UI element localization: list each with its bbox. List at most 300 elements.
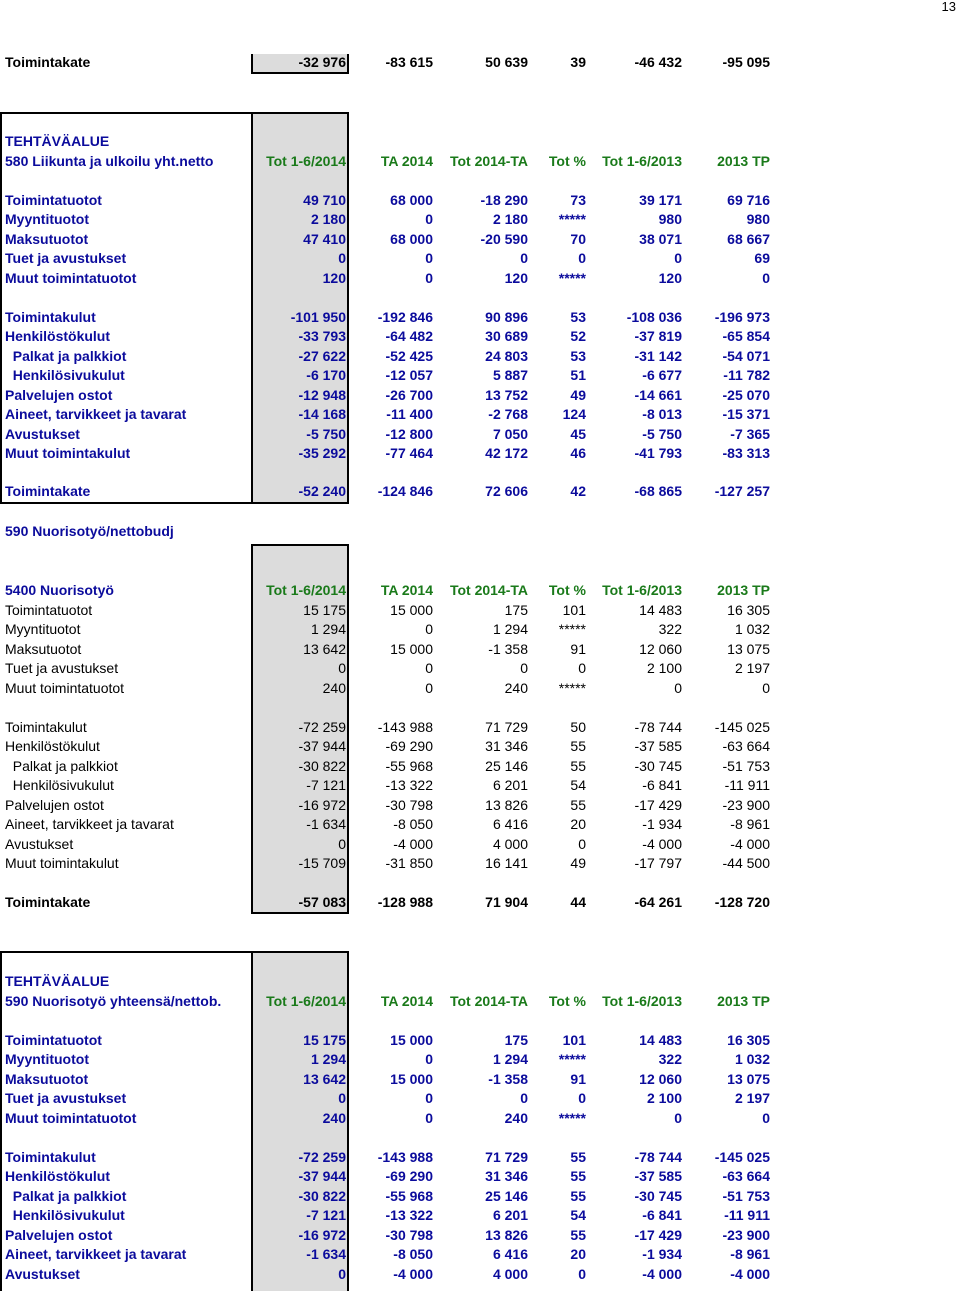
table-row <box>0 347 960 367</box>
cell: ***** <box>558 269 586 286</box>
cell: -17 429 <box>634 796 682 813</box>
cell: -83 615 <box>385 54 433 70</box>
cell: -1 634 <box>306 816 346 832</box>
expense-rows <box>0 718 960 874</box>
table-row <box>0 776 960 796</box>
cell: 101 <box>562 601 586 618</box>
cell: -23 900 <box>722 1226 770 1243</box>
cell: 15 000 <box>390 601 433 618</box>
cell: 13 075 <box>727 1070 770 1087</box>
cell: -30 798 <box>385 796 433 813</box>
cell: -13 322 <box>385 1207 433 1223</box>
cell: -4 000 <box>642 835 682 852</box>
cell: 0 <box>425 269 433 286</box>
row-label: Maksutuotot <box>5 230 89 247</box>
top-summary <box>0 53 960 73</box>
cell: -46 432 <box>634 54 682 70</box>
cell: -41 793 <box>634 445 682 461</box>
row-label: Tuet ja avustukset <box>5 660 119 676</box>
cell: 0 <box>425 1090 433 1106</box>
table-row <box>0 269 960 289</box>
table-row <box>0 601 960 621</box>
cell: -35 292 <box>298 445 346 461</box>
cell: 69 716 <box>727 191 770 208</box>
cell: -4 000 <box>642 1265 682 1282</box>
row-label: Henkilöstökulut <box>5 1168 111 1184</box>
cell: 68 000 <box>390 191 433 208</box>
cell: 0 <box>338 1090 346 1106</box>
income-rows <box>0 601 960 699</box>
income-rows <box>0 191 960 289</box>
row-label: Avustukset <box>5 1265 80 1282</box>
cell: 322 <box>658 1051 682 1067</box>
row-label: Henkilösivukulut <box>5 1207 125 1223</box>
cell: 980 <box>658 211 682 227</box>
cell: 13 642 <box>303 1070 346 1087</box>
cell: ***** <box>558 211 586 227</box>
section-header <box>0 581 960 601</box>
cell: 73 <box>570 191 586 208</box>
cell: 16 305 <box>727 1031 770 1048</box>
cell: 240 <box>504 679 528 696</box>
cell: 6 416 <box>492 816 528 832</box>
cell: 39 171 <box>639 191 682 208</box>
cell: -15 709 <box>298 855 346 871</box>
cell: -1 634 <box>306 1246 346 1262</box>
cell: 54 <box>570 1207 586 1223</box>
cell: -101 950 <box>290 308 346 325</box>
cell: -4 000 <box>730 835 770 852</box>
section-590-budget-title: 590 Nuorisotyö/nettobudj <box>5 523 174 539</box>
cell: 25 146 <box>485 757 528 774</box>
cell: -64 482 <box>385 328 433 344</box>
cell: 20 <box>570 816 586 832</box>
table-row <box>0 327 960 347</box>
section-title: 590 Nuorisotyö yhteensä/nettob. <box>5 992 222 1009</box>
cell: -72 259 <box>298 1148 346 1165</box>
cell: -16 972 <box>298 796 346 813</box>
section-title: 580 Liikunta ja ulkoilu yht.netto <box>5 152 214 169</box>
col-header: Tot 1-6/2013 <box>602 152 682 169</box>
cell: -27 622 <box>298 347 346 364</box>
cell: -5 750 <box>642 425 682 442</box>
cell: -31 850 <box>385 855 433 871</box>
cell: 31 346 <box>485 738 528 754</box>
cell: 20 <box>570 1246 586 1262</box>
cell: 1 294 <box>310 1051 346 1067</box>
total-row: Toimintakate -52 240 -124 846 72 606 42 -68 865 -127 257 <box>5 482 770 499</box>
row-label: Toimintakulut <box>5 308 96 325</box>
table-row <box>0 640 960 660</box>
row-label: Palvelujen ostot <box>5 796 104 813</box>
table-row <box>0 1167 960 1187</box>
cell: -11 400 <box>386 406 433 422</box>
table-row <box>0 1148 960 1168</box>
cell: -63 664 <box>722 1168 770 1184</box>
cell: -14 661 <box>634 386 682 403</box>
table-row <box>0 230 960 250</box>
cell: 55 <box>570 1226 586 1243</box>
cell: 2 180 <box>310 211 346 227</box>
col-header: Tot % <box>548 152 586 169</box>
cell: 55 <box>570 738 586 754</box>
cell: -196 973 <box>714 308 770 325</box>
cell: 120 <box>504 269 528 286</box>
cell: -78 744 <box>634 718 682 735</box>
cell: -8 050 <box>393 816 433 832</box>
cell: -12 948 <box>298 386 346 403</box>
cell: 0 <box>578 1265 586 1282</box>
row-label: Muut toimintakulut <box>5 445 131 461</box>
row-label: Tuet ja avustukset <box>5 1090 127 1106</box>
cell: 15 000 <box>390 640 433 657</box>
cell: -65 854 <box>722 328 770 344</box>
cell: 2 197 <box>734 1090 770 1106</box>
cell: -1 934 <box>642 1246 682 1262</box>
table-row <box>0 1187 960 1207</box>
cell: 0 <box>425 679 433 696</box>
table-row <box>0 815 960 835</box>
cell: -5 750 <box>306 425 346 442</box>
cell: -33 793 <box>298 328 346 344</box>
cell: 42 172 <box>485 445 528 461</box>
row-label: Muut toimintatuotot <box>5 679 125 696</box>
cell: -69 290 <box>385 738 433 754</box>
cell: 50 639 <box>485 54 528 70</box>
cell: 55 <box>570 796 586 813</box>
cell: -63 664 <box>722 738 770 754</box>
section-header <box>0 992 960 1012</box>
expense-rows <box>0 1148 960 1285</box>
row-label: Muut toimintakulut <box>5 855 119 871</box>
cell: 2 100 <box>646 660 682 676</box>
col-header: Tot 1-6/2013 <box>602 582 682 598</box>
cell: 0 <box>338 250 346 266</box>
income-rows <box>0 1031 960 1129</box>
cell: -108 036 <box>626 308 682 325</box>
area-label: TEHTÄVÄALUE <box>5 133 110 149</box>
cell: 5 887 <box>492 367 528 383</box>
cell: 0 <box>425 211 433 227</box>
section-5400 <box>0 581 960 913</box>
cell: 0 <box>338 835 346 852</box>
cell: -145 025 <box>714 718 770 735</box>
cell: 53 <box>570 347 586 364</box>
cell: 52 <box>570 328 586 344</box>
cell: -72 259 <box>298 718 346 735</box>
cell: 53 <box>570 308 586 325</box>
cell: 15 175 <box>303 601 346 618</box>
table-row <box>0 854 960 874</box>
cell: 240 <box>322 1109 346 1126</box>
cell: -8 961 <box>730 816 770 832</box>
cell: -143 988 <box>377 1148 433 1165</box>
cell: -55 968 <box>385 757 433 774</box>
cell: 0 <box>425 1109 433 1126</box>
row-label: Toimintakulut <box>5 1148 96 1165</box>
cell: -6 841 <box>642 1207 682 1223</box>
table-row <box>0 1265 960 1285</box>
col-header: Tot 2014-TA <box>449 152 528 169</box>
cell: 24 803 <box>485 347 528 364</box>
table-row <box>0 1050 960 1070</box>
cell: -1 358 <box>488 1070 528 1087</box>
cell: 71 729 <box>485 718 528 735</box>
row-label: Toimintakate <box>5 54 91 70</box>
cell: 101 <box>562 1031 586 1048</box>
cell: 13 075 <box>727 640 770 657</box>
col-header: Tot 1-6/2013 <box>602 992 682 1009</box>
cell: 240 <box>504 1109 528 1126</box>
section-header <box>0 152 960 172</box>
table-row <box>0 1089 960 1109</box>
cell: 39 <box>570 54 586 70</box>
table-row <box>0 659 960 679</box>
col-header: Tot 1-6/2014 <box>266 152 346 169</box>
table-row <box>0 249 960 269</box>
cell: 38 071 <box>639 230 682 247</box>
table-row <box>0 1109 960 1129</box>
cell: 55 <box>570 757 586 774</box>
cell: 0 <box>578 835 586 852</box>
cell: 47 410 <box>303 230 346 247</box>
row-label: Palvelujen ostot <box>5 386 113 403</box>
col-header: TA 2014 <box>380 152 433 169</box>
cell: 1 032 <box>734 1051 770 1067</box>
cell: 7 050 <box>492 425 528 442</box>
table-row <box>0 210 960 230</box>
cell: -37 585 <box>634 738 682 754</box>
cell: 54 <box>570 777 586 793</box>
table-row <box>0 737 960 757</box>
cell: 0 <box>762 679 770 696</box>
table-row <box>0 796 960 816</box>
cell: -17 429 <box>634 1226 682 1243</box>
col-header: TA 2014 <box>380 582 433 598</box>
cell: -11 911 <box>724 1207 770 1223</box>
cell: -11 782 <box>723 367 770 383</box>
cell: -18 290 <box>480 191 528 208</box>
cell: 6 416 <box>492 1246 528 1262</box>
cell: -30 745 <box>634 1187 682 1204</box>
cell: 0 <box>520 660 528 676</box>
cell: 50 <box>570 718 586 735</box>
cell: 49 <box>570 386 586 403</box>
cell: -192 846 <box>377 308 433 325</box>
section-580 <box>0 132 960 501</box>
col-header: Tot 1-6/2014 <box>266 992 346 1009</box>
col-header: Tot 1-6/2014 <box>266 582 346 598</box>
cell: 0 <box>425 250 433 266</box>
cell: -51 753 <box>722 757 770 774</box>
col-header: Tot % <box>548 582 586 598</box>
cell: 124 <box>562 406 586 422</box>
cell: 71 729 <box>485 1148 528 1165</box>
cell: 1 294 <box>310 621 346 637</box>
cell: 0 <box>425 1051 433 1067</box>
row-label: Muut toimintatuotot <box>5 269 137 286</box>
cell: -30 822 <box>298 757 346 774</box>
cell: 16 305 <box>727 601 770 618</box>
cell: 15 000 <box>390 1070 433 1087</box>
cell: -52 425 <box>385 347 433 364</box>
col-header: Tot % <box>548 992 586 1009</box>
cell: 46 <box>570 445 586 461</box>
cell: -8 961 <box>730 1246 770 1262</box>
cell: -69 290 <box>385 1168 433 1184</box>
cell: -30 798 <box>385 1226 433 1243</box>
cell: -4 000 <box>730 1265 770 1282</box>
cell: 175 <box>504 601 528 618</box>
row-label: Myyntituotot <box>5 211 89 227</box>
cell: -8 050 <box>393 1246 433 1262</box>
cell: -37 585 <box>634 1168 682 1184</box>
cell: -15 371 <box>722 406 770 422</box>
cell: -23 900 <box>722 796 770 813</box>
cell: 0 <box>674 250 682 266</box>
cell: 1 294 <box>492 1051 528 1067</box>
table-row <box>0 386 960 406</box>
cell: 2 100 <box>646 1090 682 1106</box>
cell: 0 <box>578 1090 586 1106</box>
cell: 6 201 <box>492 1207 528 1223</box>
row-label: Aineet, tarvikkeet ja tavarat <box>5 1246 187 1262</box>
row-label: Myyntituotot <box>5 621 81 637</box>
cell: 1 032 <box>734 621 770 637</box>
cell: -7 365 <box>730 425 770 442</box>
table-row <box>0 835 960 855</box>
table-row <box>0 1070 960 1090</box>
cell: -51 753 <box>722 1187 770 1204</box>
cell: 120 <box>322 269 346 286</box>
cell: -26 700 <box>385 386 433 403</box>
cell: -6 677 <box>642 367 682 383</box>
cell: 14 483 <box>639 601 682 618</box>
cell: 13 826 <box>485 1226 528 1243</box>
cell: 0 <box>762 269 770 286</box>
page-number: 13 <box>941 0 956 14</box>
cell: -30 822 <box>298 1187 346 1204</box>
table-row <box>0 718 960 738</box>
table-row <box>0 366 960 386</box>
cell: 0 <box>425 660 433 676</box>
cell: 51 <box>570 367 586 383</box>
cell: 68 000 <box>390 230 433 247</box>
table-row <box>0 1206 960 1226</box>
cell: 0 <box>425 621 433 637</box>
cell: 16 141 <box>485 855 528 871</box>
cell: -1 358 <box>488 640 528 657</box>
table-row <box>0 620 960 640</box>
cell: -11 911 <box>724 777 770 793</box>
cell: 1 294 <box>492 621 528 637</box>
cell: 91 <box>570 640 586 657</box>
table-row <box>0 308 960 328</box>
cell: -17 797 <box>634 855 682 871</box>
cell: -143 988 <box>377 718 433 735</box>
cell: -13 322 <box>385 777 433 793</box>
cell: -14 168 <box>298 406 346 422</box>
row-label: Henkilösivukulut <box>5 367 125 383</box>
cell: 70 <box>570 230 586 247</box>
cell: -44 500 <box>722 855 770 871</box>
cell: 240 <box>322 679 346 696</box>
cell: 2 197 <box>734 660 770 676</box>
cell: -4 000 <box>393 835 433 852</box>
col-header: Tot 2014-TA <box>449 992 528 1009</box>
cell: 120 <box>658 269 682 286</box>
cell: 12 060 <box>639 640 682 657</box>
row-label: Palkat ja palkkiot <box>5 347 127 364</box>
cell: -95 095 <box>722 54 770 70</box>
cell: 69 <box>754 250 770 266</box>
cell: -55 968 <box>385 1187 433 1204</box>
cell: -20 590 <box>480 230 528 247</box>
row-label: Aineet, tarvikkeet ja tavarat <box>5 816 174 832</box>
cell: 13 642 <box>303 640 346 657</box>
row-label: Aineet, tarvikkeet ja tavarat <box>5 406 187 422</box>
cell: -16 972 <box>298 1226 346 1243</box>
cell: 980 <box>746 211 770 227</box>
cell: -4 000 <box>393 1265 433 1282</box>
cell: 55 <box>570 1187 586 1204</box>
table-row <box>0 191 960 211</box>
cell: 0 <box>578 250 586 266</box>
row-label: Henkilösivukulut <box>5 777 114 793</box>
cell: -145 025 <box>714 1148 770 1165</box>
row-label: Toimintatuotot <box>5 191 102 208</box>
table-row <box>0 757 960 777</box>
cell: 0 <box>674 679 682 696</box>
cell: 0 <box>338 1265 346 1282</box>
row-label: Palvelujen ostot <box>5 1226 113 1243</box>
row-label: Palkat ja palkkiot <box>5 1187 127 1204</box>
row-label: Palkat ja palkkiot <box>5 757 118 774</box>
cell: -37 944 <box>298 738 346 754</box>
row-label: Henkilöstökulut <box>5 738 100 754</box>
cell: -12 800 <box>385 425 433 442</box>
cell: -37 944 <box>298 1168 346 1184</box>
cell: 31 346 <box>485 1168 528 1184</box>
cell: -7 121 <box>306 777 346 793</box>
row-label: Toimintatuotot <box>5 601 93 618</box>
cell: 4 000 <box>492 835 528 852</box>
row-label: Henkilöstökulut <box>5 328 111 344</box>
cell: 91 <box>570 1070 586 1087</box>
row-label: Maksutuotot <box>5 640 82 657</box>
cell: -30 745 <box>634 757 682 774</box>
col-header: 2013 TP <box>717 992 770 1009</box>
cell: -31 142 <box>634 347 682 364</box>
cell: -7 121 <box>306 1207 346 1223</box>
section-title: 5400 Nuorisotyö <box>5 582 114 598</box>
table-row <box>0 1226 960 1246</box>
col-header: TA 2014 <box>380 992 433 1009</box>
cell: 13 826 <box>485 796 528 813</box>
expense-rows <box>0 308 960 464</box>
table-row <box>0 1245 960 1265</box>
area-label: TEHTÄVÄALUE <box>5 973 110 989</box>
cell: 55 <box>570 1168 586 1184</box>
table-row <box>0 679 960 699</box>
cell: 0 <box>762 1109 770 1126</box>
row-label: Avustukset <box>5 835 74 852</box>
cell: 14 483 <box>639 1031 682 1048</box>
cell: 0 <box>674 1109 682 1126</box>
cell: -77 464 <box>385 445 433 461</box>
table-row <box>0 425 960 445</box>
cell: 49 <box>570 855 586 871</box>
